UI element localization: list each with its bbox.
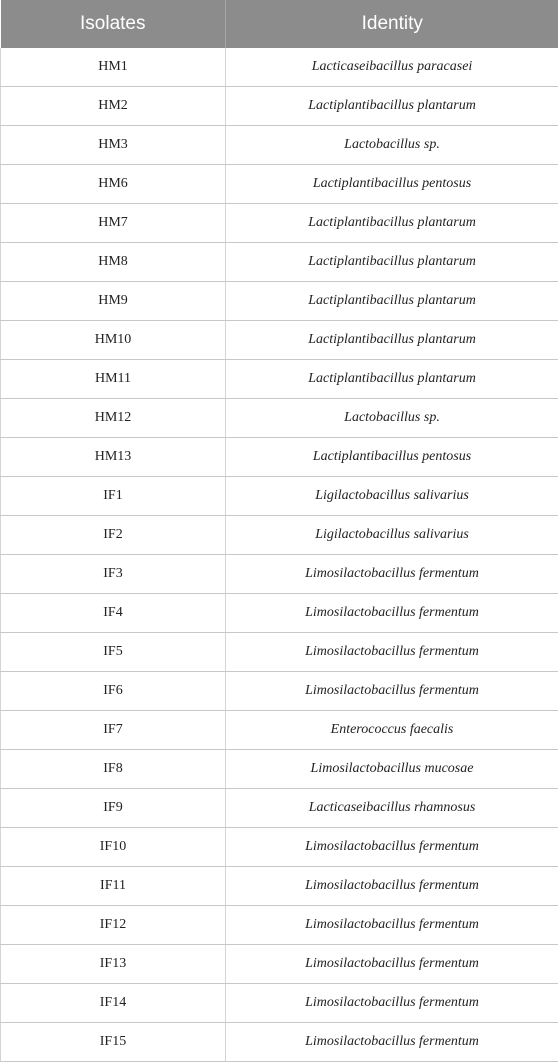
- isolate-cell: HM13: [1, 438, 226, 477]
- isolate-cell: HM3: [1, 126, 226, 165]
- table-row: [1, 711, 558, 750]
- table-header: [1, 0, 558, 48]
- table-row: [1, 87, 558, 126]
- table-row: [1, 360, 558, 399]
- table-row: [1, 165, 558, 204]
- identity-cell: Lactiplantibacillus pentosus: [226, 438, 558, 477]
- isolate-cell: IF14: [1, 984, 226, 1023]
- isolate-cell: IF11: [1, 867, 226, 906]
- isolate-cell: IF12: [1, 906, 226, 945]
- isolate-cell: IF6: [1, 672, 226, 711]
- header-identity: Identity: [226, 0, 558, 48]
- identity-cell: Lactiplantibacillus plantarum: [226, 321, 558, 360]
- identity-cell: Ligilactobacillus salivarius: [226, 516, 558, 555]
- isolate-cell: HM2: [1, 87, 226, 126]
- identity-cell: Lactiplantibacillus plantarum: [226, 282, 558, 321]
- identity-cell: Ligilactobacillus salivarius: [226, 477, 558, 516]
- isolate-cell: IF2: [1, 516, 226, 555]
- identity-cell: Enterococcus faecalis: [226, 711, 558, 750]
- table-row: [1, 789, 558, 828]
- isolate-cell: HM8: [1, 243, 226, 282]
- identity-cell: Limosilactobacillus mucosae: [226, 750, 558, 789]
- isolate-cell: IF10: [1, 828, 226, 867]
- isolate-cell: IF7: [1, 711, 226, 750]
- table-row: [1, 633, 558, 672]
- isolate-cell: IF9: [1, 789, 226, 828]
- table-row: [1, 867, 558, 906]
- isolate-cell: HM11: [1, 360, 226, 399]
- identity-cell: Lactiplantibacillus pentosus: [226, 165, 558, 204]
- table-row: [1, 399, 558, 438]
- isolate-cell: IF3: [1, 555, 226, 594]
- identity-cell: Limosilactobacillus fermentum: [226, 1023, 558, 1062]
- isolate-cell: IF1: [1, 477, 226, 516]
- table-row: [1, 984, 558, 1023]
- identity-cell: Limosilactobacillus fermentum: [226, 594, 558, 633]
- table-row: [1, 1023, 558, 1062]
- table-row: [1, 321, 558, 360]
- table-row: [1, 828, 558, 867]
- identity-cell: Lactiplantibacillus plantarum: [226, 243, 558, 282]
- isolate-cell: HM12: [1, 399, 226, 438]
- identity-cell: Lactobacillus sp.: [226, 399, 558, 438]
- isolate-cell: IF5: [1, 633, 226, 672]
- table-row: [1, 750, 558, 789]
- table-row: [1, 945, 558, 984]
- table-row: [1, 438, 558, 477]
- isolate-cell: HM10: [1, 321, 226, 360]
- identity-cell: Limosilactobacillus fermentum: [226, 906, 558, 945]
- table-row: [1, 477, 558, 516]
- identity-cell: Limosilactobacillus fermentum: [226, 867, 558, 906]
- isolate-cell: IF8: [1, 750, 226, 789]
- isolate-cell: HM7: [1, 204, 226, 243]
- identity-cell: Limosilactobacillus fermentum: [226, 555, 558, 594]
- table-row: [1, 126, 558, 165]
- isolate-cell: IF13: [1, 945, 226, 984]
- table-body: [1, 48, 558, 1062]
- identity-cell: Limosilactobacillus fermentum: [226, 945, 558, 984]
- header-row: [1, 0, 558, 48]
- table-row: [1, 672, 558, 711]
- identity-cell: Lacticaseibacillus rhamnosus: [226, 789, 558, 828]
- identity-cell: Limosilactobacillus fermentum: [226, 672, 558, 711]
- identity-cell: Lactobacillus sp.: [226, 126, 558, 165]
- table-row: [1, 906, 558, 945]
- table-row: [1, 48, 558, 87]
- table-row: [1, 555, 558, 594]
- isolate-cell: HM1: [1, 48, 226, 87]
- identity-cell: Lactiplantibacillus plantarum: [226, 87, 558, 126]
- isolate-cell: IF4: [1, 594, 226, 633]
- table-row: [1, 204, 558, 243]
- table-row: [1, 516, 558, 555]
- table-row: [1, 594, 558, 633]
- header-isolates: Isolates: [1, 0, 226, 48]
- identity-cell: Lactiplantibacillus plantarum: [226, 204, 558, 243]
- identity-cell: Lactiplantibacillus plantarum: [226, 360, 558, 399]
- isolate-cell: HM9: [1, 282, 226, 321]
- table-row: [1, 243, 558, 282]
- identity-cell: Limosilactobacillus fermentum: [226, 633, 558, 672]
- identity-cell: Limosilactobacillus fermentum: [226, 828, 558, 867]
- table-row: [1, 282, 558, 321]
- isolate-cell: IF15: [1, 1023, 226, 1062]
- identity-cell: Limosilactobacillus fermentum: [226, 984, 558, 1023]
- identity-cell: Lacticaseibacillus paracasei: [226, 48, 558, 87]
- isolate-cell: HM6: [1, 165, 226, 204]
